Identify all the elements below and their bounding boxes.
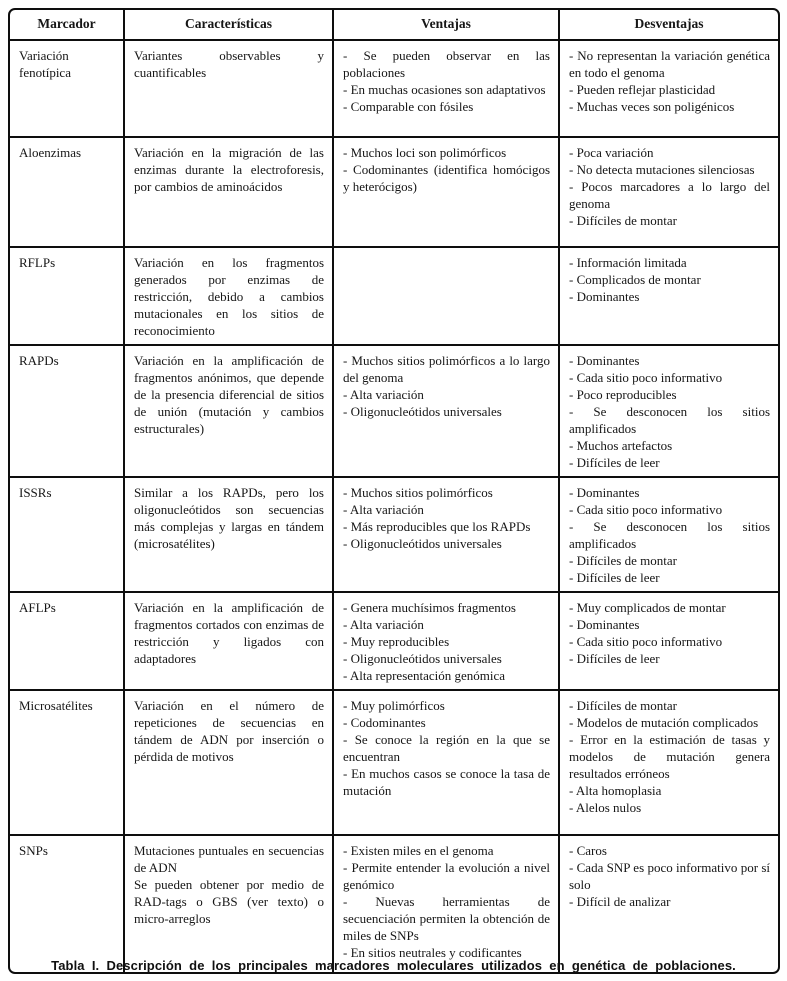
cell-text-line: - Cada SNP es poco informativo por sí solo [569,860,770,892]
cell-desventajas [559,40,778,137]
cell-desventajas [559,477,778,592]
cell-text-line: - Dominantes [569,289,640,304]
cell-ventajas [333,247,559,345]
cell-text-line: - Alta representación genómica [343,668,506,683]
cell-text-line: - Alta variación [343,387,424,402]
cell-text-line: - Oligonucleótidos universales [343,536,502,551]
cell-text-line: Variación en la amplificación de fragmentos anónimos, que depende de la presencia diferencial de sitios de unión (mutación y cambios estructurales) [134,353,324,436]
cell-text-line: - En muchas ocasiones son adaptativos [343,82,546,97]
cell-text-line: - Se conoce la región en la que se encuentran [343,732,550,764]
cell-marcador: AFLPs [10,592,124,690]
cell-marcador: ISSRs [10,477,124,592]
cell-text-line: - Oligonucleótidos universales [343,404,502,419]
cell-text-line: - Muchas veces son poligénicos [569,99,735,114]
cell-text-line: - Muchos loci son polimórficos [343,145,507,160]
cell-caracteristicas [124,477,333,592]
cell-desventajas [559,137,778,247]
cell-text-line: - Alta variación [343,502,424,517]
cell-ventajas [333,345,559,477]
cell-text-line: - Difíciles de leer [569,570,660,585]
cell-text-line: - Alelos nulos [569,800,642,815]
cell-marcador: Aloenzimas [10,137,124,247]
cell-text-line: - Dominantes [569,617,640,632]
cell-marcador: Microsatélites [10,690,124,835]
cell-desventajas [559,690,778,835]
header-row [10,10,778,40]
table-row [10,477,778,592]
cell-text-line: - No representan la variación genética en todo el genoma [569,48,770,80]
cell-text-line: - Muy polimórficos [343,698,445,713]
cell-text-line: - Cada sitio poco informativo [569,370,723,385]
cell-caracteristicas [124,345,333,477]
cell-text-line: - Se desconocen los sitios amplificados [569,404,770,436]
header-caracteristicas: Características [124,10,333,40]
cell-text-line: - Información limitada [569,255,687,270]
cell-text-line: - Muy complicados de montar [569,600,726,615]
cell-text-line: - No detecta mutaciones silenciosas [569,162,755,177]
cell-text-line: - Dominantes [569,485,640,500]
cell-text-line: - Oligonucleótidos universales [343,651,502,666]
header-marcador: Marcador [10,10,124,40]
header-desventajas: Desventajas [559,10,778,40]
table-row [10,345,778,477]
cell-marcador: SNPs [10,835,124,972]
cell-text-line: Variantes observables y cuantificables [134,48,324,80]
cell-text-line: - Difíciles de montar [569,553,677,568]
cell-text-line: - Difícil de analizar [569,894,671,909]
cell-caracteristicas [124,137,333,247]
cell-text-line: - Cada sitio poco informativo [569,502,723,517]
cell-text-line: - Permite entender la evolución a nivel genómico [343,860,550,892]
table-header [10,10,778,40]
table-row [10,835,778,972]
cell-text-line: - Pueden reflejar plasticidad [569,82,716,97]
table-body [10,40,778,972]
table-row [10,247,778,345]
cell-caracteristicas [124,247,333,345]
cell-text-line: - Difíciles de montar [569,698,677,713]
cell-text-line: - Muchos sitios polimórficos [343,485,493,500]
cell-text-line: - Existen miles en el genoma [343,843,494,858]
cell-text-line: - En sitios neutrales y codificantes [343,945,522,960]
table-row [10,137,778,247]
cell-ventajas [333,592,559,690]
cell-ventajas [333,477,559,592]
cell-text-line: - Muchos sitios polimórficos a lo largo del genoma [343,353,550,385]
cell-marcador: RFLPs [10,247,124,345]
cell-text-line: - Difíciles de montar [569,213,677,228]
cell-text-line: - Poco reproducibles [569,387,677,402]
table-caption: Tabla I. Descripción de los principales marcadores moleculares utilizados en genética de poblaciones. [51,958,736,973]
cell-ventajas [333,137,559,247]
cell-text-line: Variación en el número de repeticiones de secuencias en tándem de ADN por inserción o pérdida de motivos [134,698,324,764]
cell-text-line: - Caros [569,843,607,858]
cell-desventajas [559,835,778,972]
cell-text-line: - Genera muchísimos fragmentos [343,600,516,615]
cell-text-line: - Modelos de mutación complicados [569,715,759,730]
cell-text-line: - Más reproducibles que los RAPDs [343,519,531,534]
cell-caracteristicas [124,690,333,835]
cell-text-line: Similar a los RAPDs, pero los oligonucleótidos son secuencias más complejas y largas en tándem (microsatélites) [134,485,324,551]
cell-text-line: Variación en la migración de las enzimas durante la electroforesis, por cambios de aminoácidos [134,145,324,194]
cell-desventajas [559,247,778,345]
cell-ventajas [333,40,559,137]
cell-text-line: - Nuevas herramientas de secuenciación permiten la obtención de miles de SNPs [343,894,550,943]
cell-text-line: - Pocos marcadores a lo largo del genoma [569,179,770,211]
cell-ventajas [333,690,559,835]
table-row [10,592,778,690]
cell-text-line: - Error en la estimación de tasas y modelos de mutación genera resultados erróneos [569,732,770,781]
header-ventajas: Ventajas [333,10,559,40]
cell-text-line: - Difíciles de leer [569,455,660,470]
cell-text-line: - Comparable con fósiles [343,99,474,114]
cell-text-line: - Codominantes (identifica homócigos y heterócigos) [343,162,550,194]
cell-text-line: - Muchos artefactos [569,438,673,453]
cell-text-line: - Codominantes [343,715,426,730]
cell-text-line: - En muchos casos se conoce la tasa de mutación [343,766,550,798]
cell-text-line: - Alta homoplasia [569,783,662,798]
table-row [10,40,778,137]
cell-desventajas [559,592,778,690]
cell-text-line: - Dominantes [569,353,640,368]
cell-caracteristicas [124,592,333,690]
cell-desventajas [559,345,778,477]
cell-ventajas [333,835,559,972]
cell-text-line: - Poca variación [569,145,654,160]
cell-text-line: Mutaciones puntuales en secuencias de ADN [134,843,324,875]
cell-text-line: Variación en la amplificación de fragmentos cortados con enzimas de restricción y ligados con adaptadores [134,600,324,666]
cell-text-line: - Difíciles de leer [569,651,660,666]
cell-marcador: RAPDs [10,345,124,477]
cell-text-line: - Se desconocen los sitios amplificados [569,519,770,551]
cell-text-line: - Se pueden observar en las poblaciones [343,48,550,80]
cell-text-line: - Complicados de montar [569,272,701,287]
markers-table [10,10,778,972]
cell-caracteristicas [124,40,333,137]
cell-text-line: - Cada sitio poco informativo [569,634,723,649]
table-row [10,690,778,835]
cell-text-line: - Muy reproducibles [343,634,450,649]
cell-caracteristicas [124,835,333,972]
cell-marcador: Variación fenotípica [10,40,124,137]
cell-text-line: Se pueden obtener por medio de RAD-tags o GBS (ver texto) o micro-arreglos [134,877,324,926]
cell-text-line: - Alta variación [343,617,424,632]
cell-text-line: Variación en los fragmentos generados por enzimas de restricción, debido a cambios mutacionales en los sitios de reconocimiento [134,255,324,338]
markers-table-container [8,8,780,974]
